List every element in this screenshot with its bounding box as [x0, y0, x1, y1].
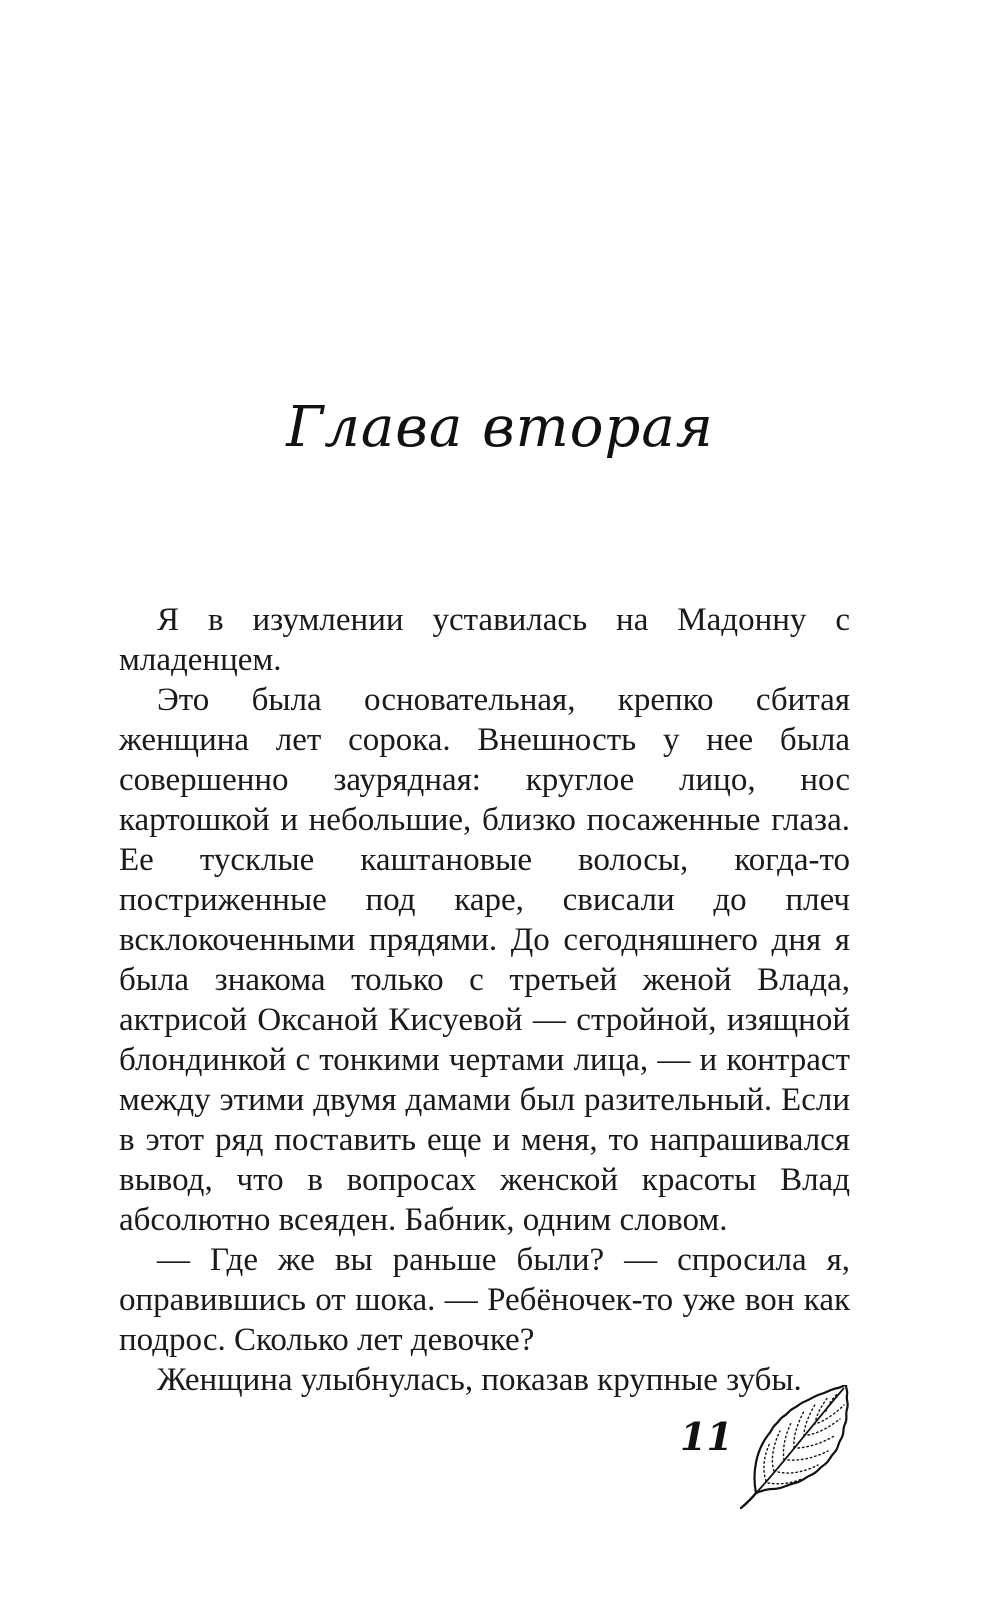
chapter-title: Глава вторая: [286, 395, 714, 460]
paragraph: Это была основательная, крепко сбитая женщина лет сорока. Внешность у нее была совершенно заурядная: круглое лицо, нос картошкой и небольшие, близко посаженные глаза. Ее тусклые каштановые волосы, когда-то постриженные под каре, свисали до плеч всклокоченными прядями. До сегодняшнего дня я была знакома только с третьей женой Влада, актрисой Оксаной Кисуевой — стройной, изящной блондинкой с тонкими чертами лица, — и контраст между этими двумя дамами был разительный. Если в этот ряд поставить еще и меня, то напрашивался вывод, что в вопросах женской красоты Влад абсолютно всеяден. Бабник, одним словом.: [119, 682, 850, 1238]
body-text: [119, 600, 850, 1400]
leaf-icon: [738, 1385, 858, 1510]
paragraph: — Где же вы раньше были? — спросила я, оправившись от шока. — Ребёночек-то уже вон как подрос. Сколько лет девочке?: [119, 1242, 850, 1358]
paragraph: Женщина улыбнулась, показав крупные зубы.: [157, 1362, 802, 1398]
paragraph: Я в изумлении уставилась на Мадонну с младенцем.: [119, 602, 850, 678]
page-number: 11: [680, 1414, 733, 1459]
